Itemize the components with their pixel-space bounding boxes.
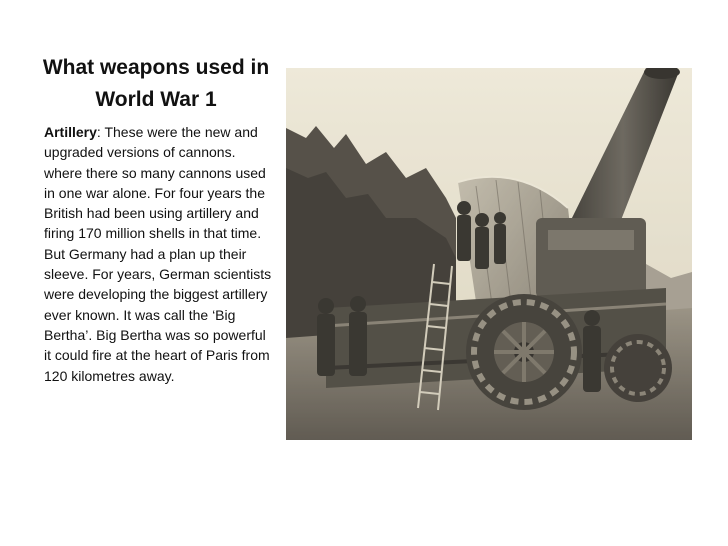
slide-title: What weapons used in World War 1 — [42, 56, 270, 111]
big-bertha-photo — [286, 68, 692, 440]
body-description: : These were the new and upgraded versions of cannons. where there so many cannons used in one war alone. For four years the British had been using artillery and firing 170 million shells in that time. But Germany had a plan up their sleeve. For years, German scientists were developing the biggest artillery ever known. It was call the ‘Big Bertha’. Big Bertha was so powerful it could fire at the heart of Paris from 120 kilometres away. — [44, 124, 272, 384]
slide-body-text — [44, 122, 272, 386]
body-term: Artillery — [44, 124, 97, 140]
